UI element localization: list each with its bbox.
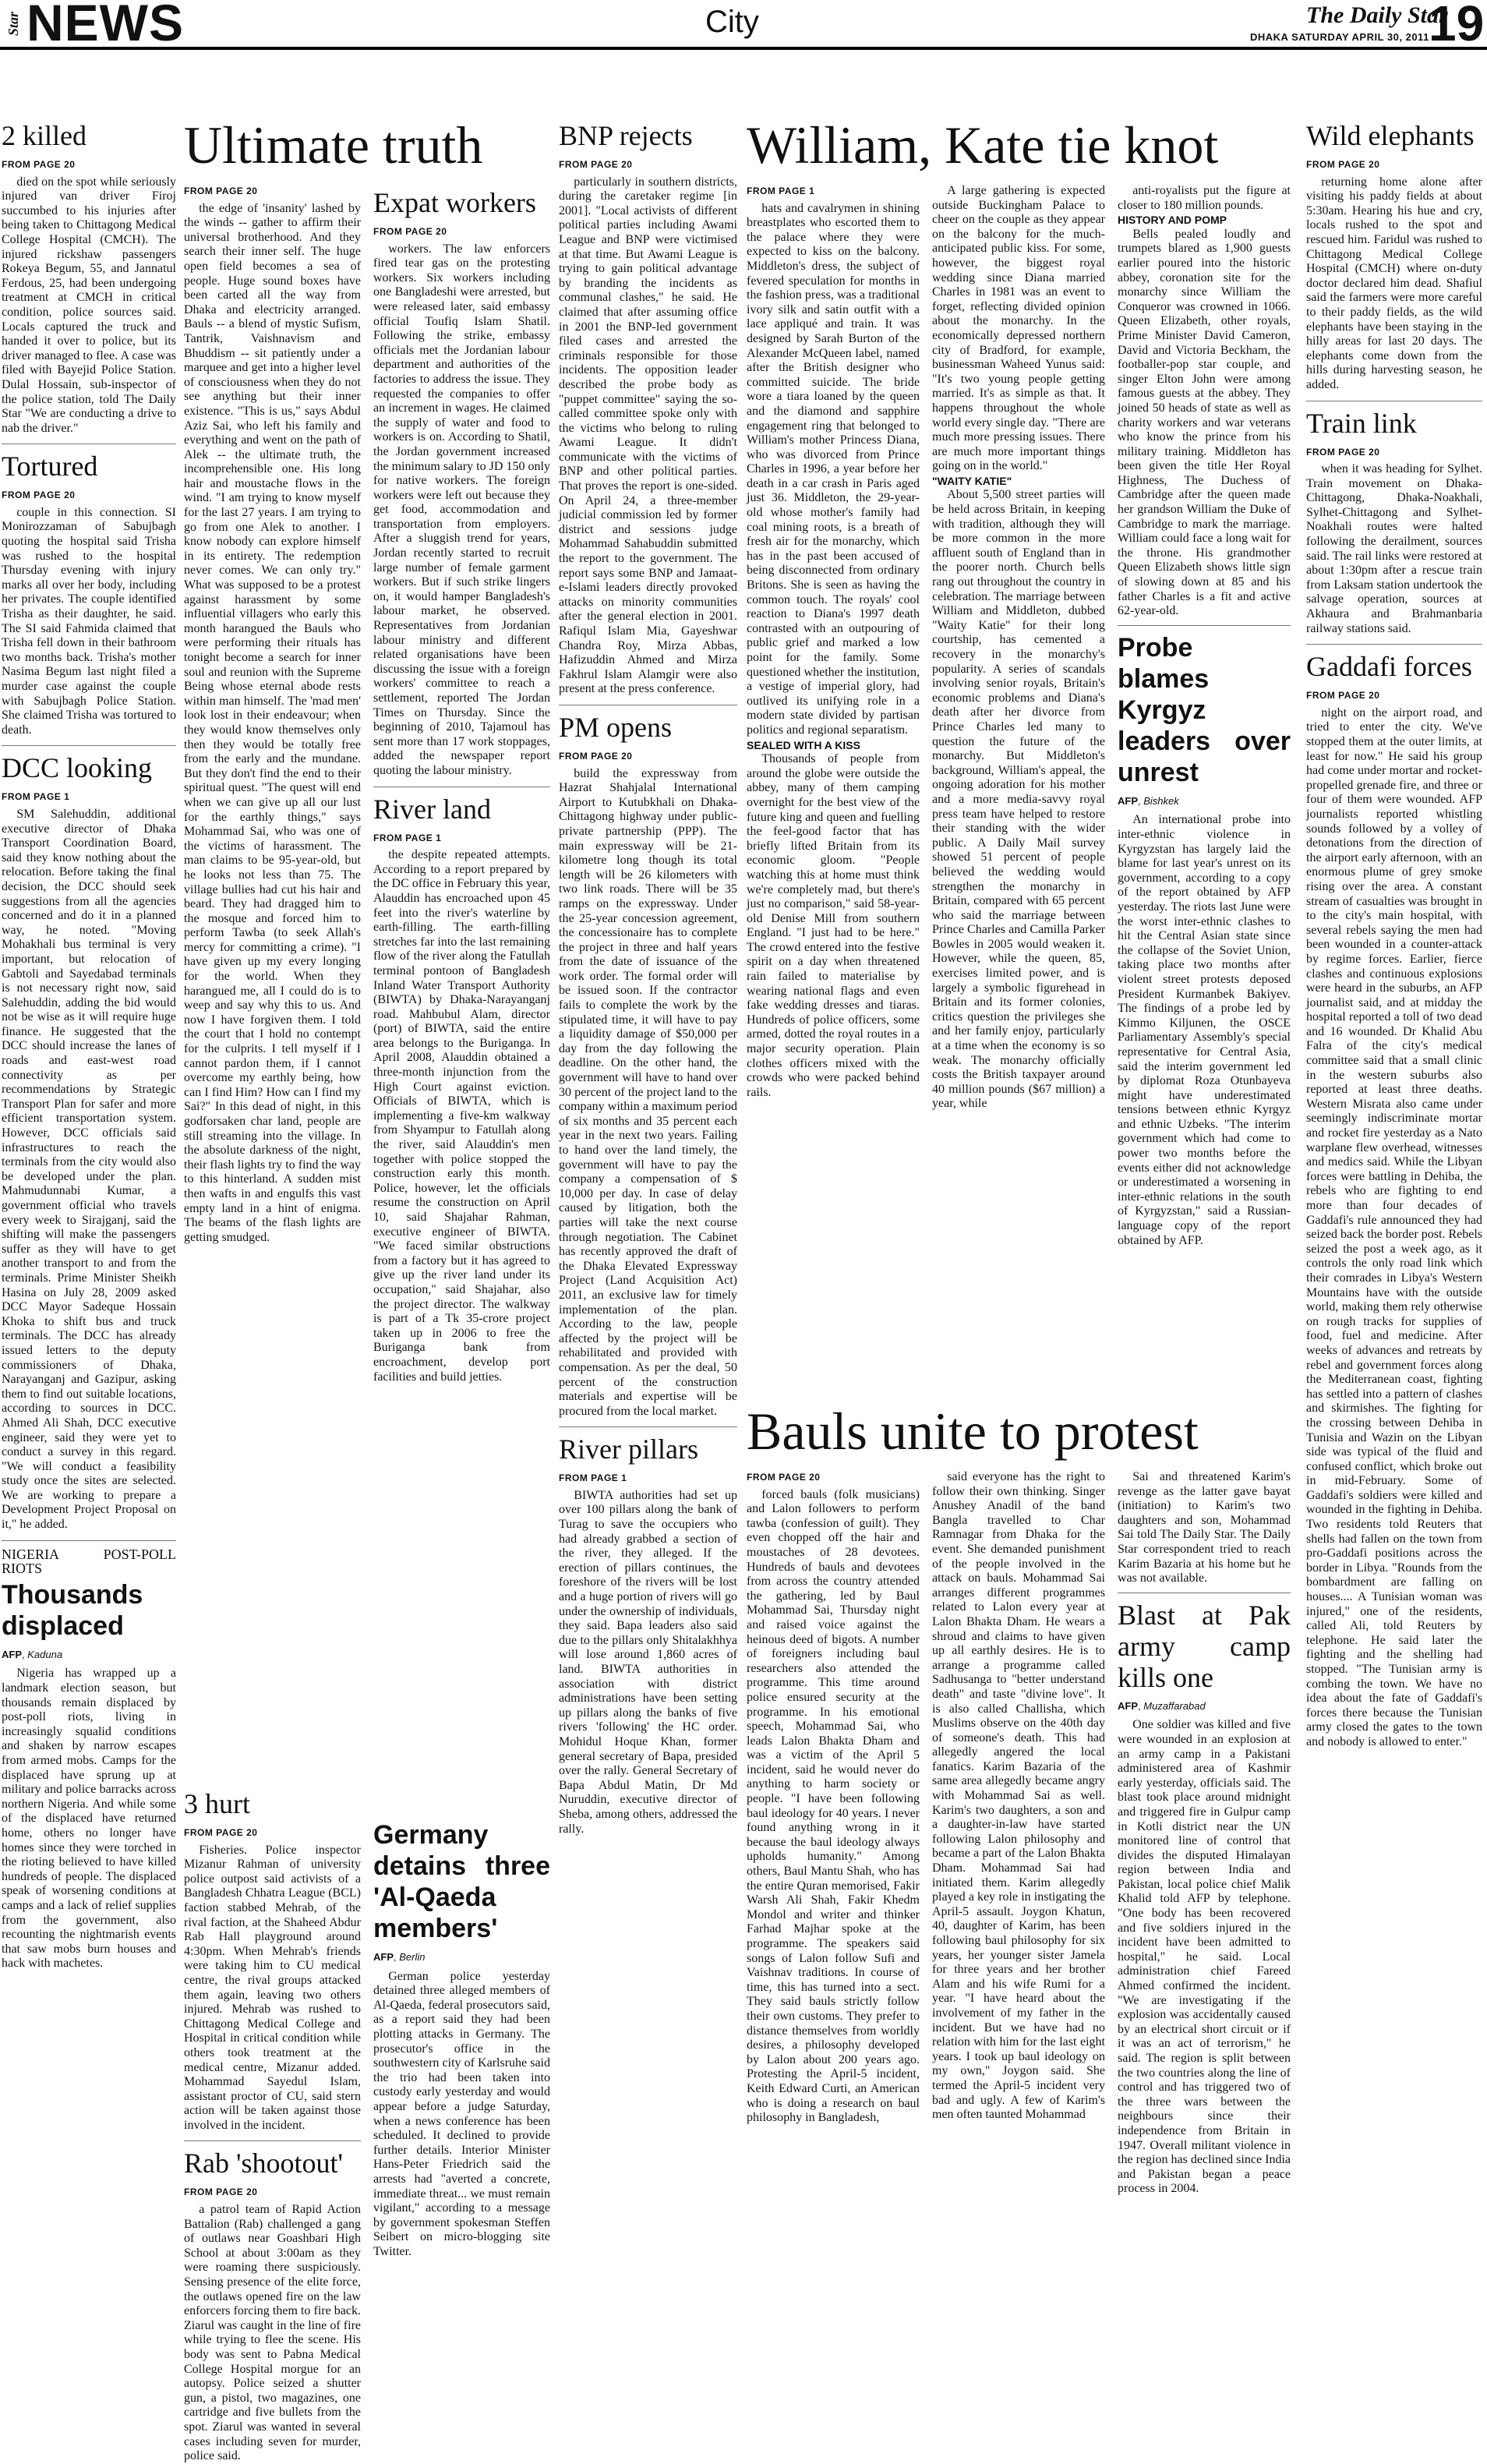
- masthead: [0, 0, 1487, 50]
- headline: Tortured: [2, 451, 98, 483]
- story-body: night on the airport road, and tried to enter the city. We've stopped them at the outer limits, at least for now." He said his group had come under mortar and rocket-propelled grenade fire, and three or four of them were wounded. AFP journalists reported whistling sounds followed by a volley of detonations from the direction of the airport early afternoon, with an enormous plume of grey smoke rising over the area. A constant stream of casualties was brought in to the city's main hospital, with several rebels saying the men had been wounded in a counter-attack by regime forces. Earlier, fierce clashes and continuous explosions were heard in the suburbs, an AFP journalist said, and at midday the hospital reported a toll of two dead and 16 wounded. Dr Khalid Abu Falra of the city's medical committee said that a small clinic in the western suburbs also reported at least three deaths. Western Misrata also came under seemingly indiscriminate mortar and rocket fire yesterday as a Nato warplane flew overhead, witnesses and medics said. While the Libyan forces were battling in Dehiba, the rebels who are fighting to end more than four decades of Gaddafi's rule announced they had seized back the border post. Rebels seized the post a week ago, as it controls the only road link which their comrades in Libya's Western Mountains have with the outside world, making them rely otherwise on rough tracks for supplies of food, fuel and medicine. After weeks of advances and retreats by rebel and government forces along the Mediterranean coast, fighting has settled into a pattern of clashes and skirmishes. The fighting for the crossing between Dehiba in Tunisia and Wazin on the Libyan side was typical of the fluid and confused conflict, which broke out in mid-February. Some of Gaddafi's soldiers were killed and wounded in the fighting in Dehiba. Two residents told Reuters that shells had fallen on the town from pro-Gaddafi positions across the border in Libya. "Rounds from the bombardment are falling on houses.... A Tunisian woman was injured," one of the residents, called Ali, told Reuters by telephone. He said later the fighting and the shelling had stopped. "The Tunisian army is combing the town. We have no idea about the fate of Gaddafi's forces there because the Tunisian army closed the gates to the town and nobody is allowed to enter.": [1306, 705, 1482, 1748]
- headline: River land: [373, 793, 491, 825]
- story-william-kate: [747, 117, 1292, 1403]
- jump-line: FROM PAGE 20: [559, 159, 633, 170]
- story-body: Thousands of people from around the globe were outside the abbey, many of them camping overnight for the best view of the future king and queen and fuelling the feel-good factor that has briefly lifted Britain from its economic gloom. "People watching this at home must think we're completely mad, but there's just no comparison," said 58-year-old Denise Mill from southern England. "I just had to be here." The crowd entered into the festive spirit on a day when threatened rain failed to materialise by wearing national flags and even fake wedding dresses and tiaras. Hundreds of police officers, some armed, dotted the royal routes in a major security operation. Plain clothes officers mixed with the crowds who were packed behind rails.: [747, 752, 920, 1099]
- william-col-b: [932, 184, 1105, 1400]
- headline: Blast at Pak army camp kills one: [1118, 1599, 1291, 1693]
- story-body: BIWTA authorities had set up over 100 pillars along the bank of Turag to save the occupiers who had already grabbed a section of the river, they alleged. If the erection of pillars continues, the foreshore of the rivers will be lost and a huge portion of rivers will go under the ownership of individuals, they said. Bapa leaders also said due to the pillars only Shitalakhhya will lose around 1,860 acres of land. BIWTA authorities in association with district administrations have been setting up pillars along the banks of five rivers 'following' the HC order. Mohidul Hoque Khan, former general secretary of Bapa, presided over the rally. General Secretary of Bapa Abdul Matin, Dr Md Nuruddin, executive director of Sheba, among others, addressed the rally.: [559, 1488, 737, 1836]
- story-expat-workers: [373, 187, 550, 779]
- story-germany: [373, 1819, 550, 2259]
- story-body: died on the spot while seriously injured van driver Firoj succumbed to his injuries after being taken to Chittagong Medical College Hospital (CMCH). The injured rickshaw passengers Rokeya Begum, 55, and Jannatul Ferdous, 25, had been undergoing treatment at CMCH in critical condition, police sources said. Locals captured the truck and handed it over to police, but its driver managed to flee. A case was filed with Bayejid Police Station. Dulal Hossain, sub-inspector of the police station, told The Daily Star "We are conducting a drive to nab the driver.": [2, 175, 176, 435]
- headline: Train link: [1306, 407, 1417, 439]
- story-river-land: [373, 794, 550, 1385]
- kicker: NIGERIA POST-POLL RIOTS: [2, 1546, 176, 1577]
- story-body: SM Salehuddin, additional executive director of Dhaka Transport Coordination Board, said they know nothing about the relocation. Before taking the final decision, the DCC should seek suggestions from all the agencies concerned and do it in a planned way, he noted. "Moving Mohakhali bus terminal is very important, but relocation of Gabtoli and Sayedabad terminals is not necessary right now, said Salehuddin, adding the bid would not be wise as it will require huge finance. He suggested that the DCC should increase the lanes of roads and east-west road connectivity as per recommendations by Strategic Transport Plan for safer and more efficient transportation system. However, DCC officials said infrastructures to reach the terminals from the city would also be developed under the plan. Mahmudunnabi Kumar, a government official who travels every week to Sirajganj, said the shifting will make the passengers suffer as they will have to get another transport to and from the terminals. Prime Minister Sheikh Hasina on July 28, 2009 asked DCC Mayor Sadeque Hossain Khoka to shift bus and truck terminals. The DCC has already issued letters to the deputy commissioners of Dhaka, Narayanganj and Gazipur, asking them to find out suitable locations, according to sources in DCC. Ahmed Ali Shah, DCC executive engineer, said they were yet to conduct a survey in this regard. "We will conduct a feasibility study once the sites are selected. We are working to prepare a Development Project Proposal on it," he added.: [2, 807, 176, 1532]
- story-body: German police yesterday detained three alleged members of Al-Qaeda, federal prosecutors said, as a report said they had been plotting attacks in Germany. The prosecutor's office in the southwestern city of Karlsruhe said the trio had been taken into custody early yesterday and would appear before a judge Saturday, when a news conference has been scheduled. It declined to provide further details. Interior Minister Hans-Peter Friedrich said the arrests had "averted a concrete, immediate threat... we must remain vigilant," according to a message by government spokesman Steffen Seibert on micro-blogging site Twitter.: [373, 1969, 550, 2258]
- story-bauls-unite: [747, 1403, 1292, 2346]
- star-logo: Star: [5, 11, 21, 36]
- column-1: [2, 117, 176, 2346]
- subhead: "WAITY KATIE": [932, 474, 1012, 487]
- jump-line: FROM PAGE 20: [747, 1472, 821, 1483]
- story-body: Fisheries. Police inspector Mizanur Rahman of university police outpost said activists of a Bangladesh Chhatra League (BCL) faction stabbed Mehrab, of the rival faction, at the Shaheed Abdur Rab Hall playground around 4:30pm. When Mehrab's friends were taking him to CU medical centre, the rival groups attacked them again, leaving two others injured. Mehrab was rushed to Chittagong Medical College and Hospital in critical condition while others took treatment at the medical centre, Mizanur added. Mohammad Sayedul Islam, assistant proctor of CU, said stern action will be taken against those involved in the incident.: [184, 1843, 361, 2132]
- story-body: when it was heading for Sylhet. Train movement on Dhaka- Chittagong, Dhaka-Noakhali, Sylhet-Chittagong and Sylhet-Noakhali routes were halted following the derailment, sources said. The rail links were restored at about 1:30pm after a rescue train from Laksam station undertook the salvage operation, sources at Akhaura and Brahmanbaria railway stations said.: [1306, 462, 1482, 635]
- divider: [559, 1426, 737, 1427]
- divider: [2, 1540, 176, 1541]
- column-3-bottom: [373, 1816, 550, 2346]
- story-body: About 5,500 street parties will be held across Britain, in keeping with tradition, although they will be more common in the more affluent south of England than in the poorer north. Church bells rang out throughout the country in celebration. The marriage between William and Middleton, dubbed "Waity Katie" for their long courtship, has cemented a recovery in the monarchy's popularity. A series of scandals involving senior royals, Britain's economic problems and Diana's death after her divorce from Prince Charles led many to question the future of the monarchy. But Middleton's background, William's appeal, the ongoing adoration for his mother and a more media-savvy royal press team have helped to restore their standing with the wider public. A Daily Mail survey showed 51 percent of people believed the wedding would strengthen the monarchy in Britain, compared with 65 percent who said the marriage between Prince Charles and Camilla Parker Bowles in 2005 would weaken it. However, while the queen, 85, exercises limited power, and is largely a symbolic figurehead in Britain and its former colonies, critics question the privileges she and her family enjoy, particularly at a time when the economy is so weak. The monarchy officially costs the British taxpayer around 40 million pounds ($67 million) a year, while: [932, 488, 1105, 1111]
- jump-line: FROM PAGE 20: [184, 186, 258, 196]
- story-probe-kyrgyz: [1118, 632, 1291, 1248]
- story-body: Bells pealed loudly and trumpets blared as 1,900 guests earlier poured into the historic abbey, coronation site for the monarchy since William the Conqueror was crowned in 1066. Queen Elizabeth, other royals, Prime Minister David Cameron, David and Victoria Beckham, the footballer-pop star couple, and singer Elton John were among famous guests at the abbey. They joined 50 heads of state as well as charity workers and war veterans who know the prince from his military training. Middleton has been given the title Her Royal Highness, The Duchess of Cambridge after the queen made her grandson William the Duke of Cambridge to mark the marriage. William could face a long wait for the throne. His grandmother Queen Elizabeth shows little sign of slowing down at 85 and his father Charles is a fit and active 62-year-old.: [1118, 227, 1291, 618]
- byline: AFP, Berlin: [373, 1951, 426, 1963]
- headline: Gaddafi forces: [1306, 651, 1472, 683]
- bauls-col-c: [1118, 1470, 1291, 2343]
- story-3-hurt: [184, 1788, 361, 2133]
- jump-line: FROM PAGE 1: [559, 1472, 627, 1484]
- page-number: 19: [1429, 0, 1485, 51]
- headline: Ultimate truth: [184, 115, 483, 175]
- headline: Expat workers: [373, 187, 536, 218]
- subhead: SEALED WITH A KISS: [747, 738, 860, 751]
- story-tortured: [2, 451, 176, 737]
- story-river-pillars: [559, 1434, 737, 1837]
- byline: AFP, Kaduna: [2, 1648, 63, 1660]
- bauls-col-a: [747, 1470, 920, 2343]
- story-gaddafi-forces: [1306, 651, 1482, 1749]
- column-4: [559, 117, 737, 2346]
- story-body: workers. The law enforcers fired tear gas on the protesting workers. Six workers including one Bangladeshi were arrested, but were released later, said embassy official Toufiq Islam Shatil. Following the strike, embassy officials met the Jordanian labour department and authorities of the factories to address the issue. They requested the companies to offer an increment in wages. He claimed the supply of water and food to workers is on. According to Shatil, the Jordan government increased the minimum salary to JD 150 only for native workers. The foreign workers were left out because they get food, accommodation and transportation from employers. After a sluggish trend for years, Jordan recently started to recruit large number of female garment workers. But if such strike lingers on, it would hamper Bangladesh's labour market, he observed. Representatives from Jordanian labour ministry and different related organisations have been discussing the issue with a foreign workers' committee to reach a settlement, reported The Jordan Times on Thursday. Since the beginning of 2010, Tajamoul has sent more than 17 work stoppages, added the newspaper report quoting the labour ministry.: [373, 242, 550, 777]
- jump-line: FROM PAGE 1: [373, 832, 442, 843]
- byline: AFP, Muzaffarabad: [1118, 1699, 1206, 1712]
- column-2-bottom: [184, 1785, 361, 2463]
- headline: William, Kate tie knot: [747, 115, 1219, 175]
- story-body: couple in this connection. SI Monirozzaman of Sabujbagh quoting the hospital said Trisha was rushed to the hospital Thursday evening with injury marks all over her body, including her privates. The couple identified Trisha as their daughter, he said. The SI said Fahmida claimed that Trisha fell down in their bathroom two months back. Trisha's mother Nasima Begum last night filed a murder case against the couple with Sabujbagh Police Station. She claimed Trisha was tortured to death.: [2, 505, 176, 737]
- headline: Wild elephants: [1306, 120, 1475, 151]
- column-8: [1306, 117, 1482, 2346]
- story-body: particularly in southern districts, during the caretaker regime [in 2001]. "Local activists of different political parties including Awami League and BNP were victimised at that time. But Awami League is trying to gain political advantage by branding the incidents as communal clashes," he said. He claimed that after assuming office in 2001 the BNP-led government filed cases and arrested the criminals responsible for those incidents. The opposition leader described the probe body as "puppet committee" saying the so-called committee spoke only with the victims who belong to ruling Awami League. It didn't communicate with the victims of BNP and other political parties. That proves the report is one-sided. On April 24, a three-member judicial commission led by former district and sessions judge Mohammad Sahabuddin submitted the report to the government. The report says some BNP and Jamaat-e-Islami leaders directly provoked attacks on minority communities after the general election in 2001. Rafiqul Islam Mia, Gayeshwar Chandra Roy, Mirza Abbas, Hafizuddin Ahmed and Mirza Fakhrul Islam Alamgir were also present at the press conference.: [559, 175, 737, 696]
- jump-line: FROM PAGE 20: [373, 226, 447, 237]
- story-body: A large gathering is expected outside Buckingham Palace to cheer on the couple as they appear on the balcony for the much-anticipated public kiss. For some, however, the biggest royal wedding since Diana married Charles in 1981 was an event to forget, reflecting divided opinion about the monarchy. In the economically depressed northern city of Bradford, for example, businessman Waheed Yunus said: "It's two young people getting married. It's as simple as that. It happens throughout the whole world every single day. "There are much more pressing issues. There are much more important things going on in the world.": [932, 184, 1105, 473]
- story-body: build the expressway from Hazrat Shahjalal International Airport to Kutubkhali on Dhaka-Chittagong highway under public-private partnership (PPP). The main expressway will be 21-kilometre long though its total length will be 26 kilometers with two link roads. There will be 35 ramps on the expressway. Under the 25-year concession agreement, the concessionaire has to complete the project in three and half years from the date of issuance of the work order. The formal order will be issued soon. If the contractor fails to complete the work by the stipulated time, it will have to pay a liquidity damage of $50,000 per day from the day following the deadline. On the other hand, the government will have to hand over 30 percent of the project land to the company within a maximum period of six months and 35 percent each year in the next two years. Failing to hand over the land timely, the government will have to pay the company a compensation of $ 10,000 per day. In case of delay caused by litigation, both the parties will take the next course through negotiation. The Cabinet has recently approved the draft of the Dhaka Elevated Expressway Project (Land Acquisition Act) 2011, an exclusive law for timely implementation of the plan. According to the law, people affected by the project will be rehabilitated and provided with compensation. As per the deal, 50 percent of the construction materials and expertise will be procured from the local market.: [559, 766, 737, 1418]
- story-body: hats and cavalrymen in shining breastplates who escorted them to the palace where they were expected to kiss on the balcony. Middleton's dress, the subject of fevered speculation for months in the fashion press, was a traditional ivory silk and satin outfit with a lace appliqué and train. It was designed by Sarah Burton of the Alexander McQueen label, named after the British designer who committed suicide. The bride wore a tiara loaned by the queen and the diamond and sapphire engagement ring that belonged to William's mother Princess Diana, who was divorced from Prince Charles in 1996, a year before her death in a car crash in Paris aged just 36. Middleton, the 29-year-old whose mother's family had coal mining roots, is a breath of fresh air for the monarchy, which has in the past been accused of being disconnected from ordinary Britons. She is seen as having the common touch. The royals' cool reaction to Diana's 1997 death contrasted with an outpouring of public grief and marked a low point for the family. Some questioned whether the institution, a vestige of imperial glory, had outlived its unifying role in a modern state divided by partisan politics and regional separatism.: [747, 201, 920, 737]
- jump-line: FROM PAGE 20: [184, 2186, 258, 2198]
- jump-line: FROM PAGE 20: [184, 1827, 258, 1838]
- ultimate-col-b: [373, 184, 550, 1992]
- story-body: anti-royalists put the figure at closer to 180 million pounds.: [1118, 184, 1291, 212]
- story-wild-elephants: [1306, 120, 1482, 393]
- ultimate-col-a: [184, 184, 361, 1992]
- headline: Bauls unite to protest: [747, 1402, 1199, 1461]
- story-blast-pak: [1118, 1600, 1291, 2197]
- william-col-c: [1118, 184, 1291, 1400]
- william-col-a: [747, 184, 920, 1400]
- story-body: An international probe into inter-ethnic violence in Kyrgyzstan has largely laid the blame for last year's unrest on its government, according to a copy of the report obtained by AFP yesterday. The riots last June were the worst inter-ethnic clashes to hit the Central Asian state since the collapse of the Soviet Union, taking place two months after violent street protests deposed President Kurmanbek Bakiyev. The findings of a probe led by Kimmo Kiljunen, the OSCE Parliamentary Assembly's special representative for Central Asia, said the interim government led by diplomat Roza Otunbayeva might have underestimated tensions between ethnic Kyrgyz and ethnic Uzbeks. "The interim government which had come to power two months before the events either did not acknowledge or underestimated a worsening in inter-ethnic relations in the south of Kyrgyzstan," said a Russian-language copy of the report obtained by AFP.: [1118, 813, 1291, 1247]
- headline: Probe blames Kyrgyz leaders over unrest: [1118, 632, 1291, 787]
- headline: 2 killed: [2, 120, 87, 151]
- jump-line: FROM PAGE 1: [747, 186, 815, 196]
- divider: [2, 745, 176, 746]
- jump-line: FROM PAGE 20: [2, 159, 76, 170]
- jump-line: FROM PAGE 20: [1306, 446, 1380, 458]
- story-rab-shootout: [184, 2148, 361, 2463]
- story-body: the despite repeated attempts. According to a report prepared by the DC office in February this year, Alauddin has encroached upon 45 feet into the river's waterline by earth-filling. The earth-filling stretches far into the last remaining flow of the river along the Fatullah terminal pontoon of Bangladesh Inland Water Transport Authority (BIWTA) by Dhaka-Narayanganj road. Mahbubul Alam, director (port) of BIWTA, said the entire area belongs to the Buriganga. In April 2008, Alauddin obtained a three-month injunction from the High Court against eviction. Officials of BIWTA, which is implementing a five-km walkway from Shyampur to Fatullah along the river, said Alauddin's men together with police stopped the construction early this month. Police, however, let the officials resume the construction on April 10, said Shajahar Rahman, executive engineer of BIWTA. "We faced similar obstructions from a factory but it has agreed to give up the river land under its occupation," said Shajahar, also the project director. The walkway is part of a Tk 35-crore project taken up in 2006 to free the Buriganga bank from encroachment, develop port facilities and build jetties.: [373, 848, 550, 1384]
- headline: PM opens: [559, 711, 673, 743]
- story-body: returning home alone after visiting his paddy fields at about 5:30am. Hearing his hue and cry, locals rushed to the spot and rescued him. Faridul was rushed to Chittagong Medical College Hospital (CMCH) where on-duty doctor declared him dead. Shafiul said the farmers were more careful to their paddy fields, as the wild elephants have been staying in the hilly areas for last 20 days. The elephants come down from the hills during harvesting season, he added.: [1306, 175, 1482, 391]
- jump-line: FROM PAGE 1: [2, 791, 70, 803]
- issue-date: DHAKA SATURDAY APRIL 30, 2011: [1250, 31, 1429, 43]
- story-body: One soldier was killed and five were wounded in an explosion at an army camp in a Pakistani administered area of Kashmir early yesterday, officials said. The blast took place around midnight and triggered fire in Gulpur camp in Kotli district near the UN monitored line of control that divides the disputed Himalayan region between India and Pakistan, local police chief Malik Khalid told AFP by telephone. "One body has been recovered and five soldiers injured in the incident have been admitted to hospital," he said. Local administration chief Fareed Ahmed confirmed the incident. "We are investigating if the explosion was accidentally caused by an electrical short circuit or if it was an act of terrorism," he said. The region is split between the two countries along the line of control and has triggered two of the three wars between the neighbours since their independence from Britain in 1947. Overall militant violence in the region has declined since India and Pakistan began a peace process in 2004.: [1118, 1718, 1291, 2196]
- story-2-killed: [2, 120, 176, 436]
- jump-line: FROM PAGE 20: [1306, 690, 1380, 702]
- byline: AFP, Bishkek: [1118, 794, 1179, 807]
- subhead: HISTORY AND POMP: [1118, 214, 1227, 227]
- section-title: NEWS: [26, 0, 184, 51]
- headline: DCC looking: [2, 752, 153, 784]
- story-train-link: [1306, 408, 1482, 637]
- headline: Germany detains three 'Al-Qaeda members': [373, 1820, 550, 1943]
- divider: [1118, 625, 1291, 626]
- bauls-col-b: [932, 1470, 1105, 2343]
- story-dcc-looking: [2, 752, 176, 1532]
- divider: [1306, 644, 1482, 645]
- story-body: a patrol team of Rapid Action Battalion (Rab) challenged a gang of outlaws near Goashbari High School at about 3:00am as they were roaming there suspiciously. Sensing presence of the elite force, the outlaws opened fire on the law enforcers forcing them to fire back. Ziarul was caught in the line of fire while trying to flee the scene. His body was sent to Pabna Medical College Hospital morgue for an autopsy. Police seized a shutter gun, a pistol, two magazines, one cartridge and five bullets from the spot. Ziarul was wanted in several cases including seven for murder, police said.: [184, 2203, 361, 2463]
- story-body: said everyone has the right to follow their own thinking. Singer Anushey Anadil of the band Bangla travelled to Char Ramnagar from Dhaka for the event. She demanded punishment of the people involved in the attack on bauls. Mohammad Sai arranges different programmes related to Lalon every year at Lalon Bhakta Dham. He wears a shroud and claims to have given up all earthly desires. He is to arrange a programme called Sadhusanga to "better understand death" and taste "divine love". It is also called Challisha, which Muslims observe on the 40th day of someone's death. This had allegedly angered the local fanatics. Karim Bazaria of the same area allegedly became angry with Mohammad Sai as well. Karim's two daughters, a son and a daughter-in-law have started following Lalon philosophy and became a part of the Lalon Bhakta Dham. Mohammad Sai had initiated them. Karim allegedly played a key role in instigating the April-5 assault. Joygon Khatun, 40, daughter of Karim, has been following baul philosophy for six years, her younger sister Jamela for three years and her brother Alam and his wife Rumi for a year. "I have heard about the involvement of my father in the incident. But we have had no relation with him for the last eight years. I took up baul ideology on my own," Joygon said. She termed the April-5 incident very bad and ugly. A few of Karim's men often taunted Mohammad: [932, 1470, 1105, 2122]
- story-body: Sai and threatened Karim's revenge as the latter gave bayat (initiation) to Karim's two daughters and son, Mohammad Sai told The Daily Star. The Daily Star correspondent tried to reach Karim Bazaria at his home but he was not available.: [1118, 1470, 1291, 1586]
- headline: Rab 'shootout': [184, 2148, 343, 2179]
- story-bnp-rejects: [559, 120, 737, 697]
- story-nigeria: [2, 1547, 176, 1971]
- story-body: the edge of 'insanity' lashed by the winds -- gather to affirm their universal brotherhood. And they search their inner self. The huge open field becomes a sea of people. Huge sound boxes have been carted all the way from Dhaka and electricity arranged. Bauls -- a blend of mystic Sufism, Tantrik, Vaishnavism and Bhuddism -- sit patiently under a marquee and get into a higher level of consciousness when they do not see anything but their inner existence. "This is us," says Abdul Aziz Sai, who left his family and everything and went on the path of Alek -- the ultimate truth, the incomprehensible one. His long hair and moustache flows in the wind. "I am trying to know myself for the last 27 years. I am trying to go from one Alek to another. I know nobody can explore himself in its entirety. The redemption never comes. We can only try." What was supposed to be a protest against harassment by some influential villagers who early this month harangued the Bauls who were performing their rituals has tonight become a search for inner soul and reunion with the Supreme Being whose eternal abode rests within man himself. The 'mad men' look lost in their endeavour; when they would know themselves only then they would be totally free from the early and the mundane. But they don't find the end to their spiritual quest. "The quest will end when we can give up all our lust for the earthly things," says Mohammad Sai, who was one of the victims of harassment. The man claims to be 95-year-old, but he looks not less than 75. The village bullies had cut his hair and beard. They had dragged him to the mosque and forced him to perform Tawba (to seek Allah's mercy for committing a crime). "I have given up my every longing for the world. When they harangued me, all I could do is to weep and say why this to us. And now I have forgiven them. I told the court that I hold no contempt for the culprits. I tell myself if I cannot pardon them, if I cannot overcome my earthly being, how can I find Him? How can I find my Sai?" In this dead of night, in this godforsaken char land, people are still streaming into the village. In the absolute darkness of the night, their flash lights try to find the way to this hinterland. A sudden mist then wafts in and engulfs this vast empty land in a hint of enigma. The beams of the flash lights are getting smudged.: [184, 201, 361, 1244]
- section-subtitle: City: [705, 5, 759, 39]
- paper-name: The Daily Star: [1306, 2, 1448, 28]
- headline: Thousands displaced: [2, 1579, 143, 1641]
- story-body: Nigeria has wrapped up a landmark election season, but thousands remain displaced by post-poll riots, living in increasingly squalid conditions and shaken by narrow escapes from armed mobs. Camps for the displaced have sprung up at military and police barracks across northern Nigeria. And while some of the displaced have returned home, others no longer have homes since they were torched in the rioting believed to have killed hundreds of people. The displaced speak of worsening conditions at camps and a lack of relief supplies from the government, also recounting the nightmarish events that saw mobs burn houses and hack with machetes.: [2, 1667, 176, 1971]
- story-ultimate-truth: [184, 117, 550, 1972]
- headline: BNP rejects: [559, 120, 693, 151]
- story-body: forced bauls (folk musicians) and Lalon followers to perform tawba (confession of guilt). They even chopped off the hair and moustaches of 28 devotees. Hundreds of bauls and devotees from across the country attended the gathering, led by Baul Mohammad Sai, Thursday night and raised voice against the heinous deed of bigots. A number of foreigners including baul researchers also attended the programme. This time around police ensured security at the programme. In his emotional speech, Mohammad Sai, who leads Lalon Bhakta Dham and was a victim of the April 5 incident, said he would never do anything to harm society or people. "I have been following baul ideology for 40 years. I never found anything wrong in it because the baul ideology always upholds humanity." Among others, Baul Mantu Shah, who has the entire Quran memorised, Fakir Warsh Ali Shah, Fakir Khedm Mondol and writer and thinker Farhad Majhar spoke at the programme. The speakers said songs of Lalon follow Sufi and Vaishnav traditions. In course of time, this has turned into a sect. They said bauls strictly follow their own customs. They prefer to distance themselves from worldly desires, a philosophy developed by Lalon about 200 years ago. Protesting the April-5 incident, Keith Edward Curti, an American who is doing a research on baul philosophy in Bangladesh,: [747, 1487, 920, 2125]
- jump-line: FROM PAGE 20: [559, 750, 633, 762]
- headline: River pillars: [559, 1434, 698, 1465]
- jump-line: FROM PAGE 20: [2, 490, 76, 501]
- headline: 3 hurt: [184, 1788, 250, 1819]
- story-pm-opens: [559, 712, 737, 1419]
- jump-line: FROM PAGE 20: [1306, 159, 1380, 170]
